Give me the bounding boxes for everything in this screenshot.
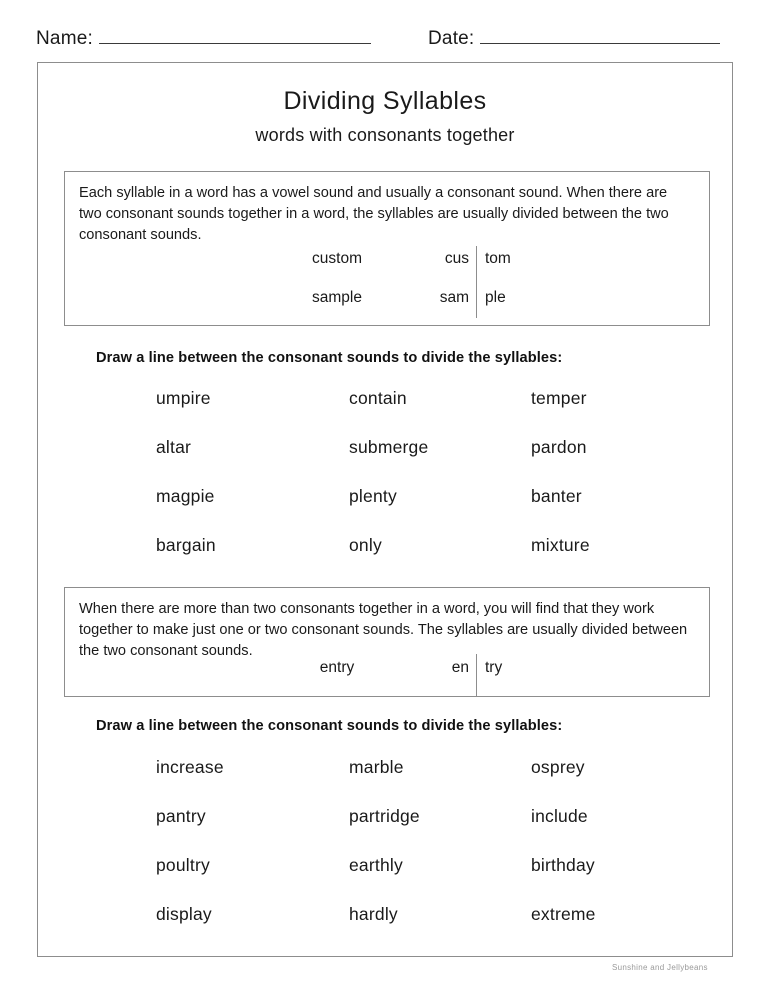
info-box-one-text: Each syllable in a word has a vowel sound and usually a consonant sound. When there are two consonant sounds together in a word, the syllables are usually divided between the two consonant sounds. xyxy=(79,185,669,243)
example-list-one xyxy=(65,250,709,328)
practice-word[interactable]: partridge xyxy=(349,806,420,826)
date-write-line[interactable] xyxy=(480,43,720,44)
name-label: Name: xyxy=(36,28,93,49)
word-row xyxy=(38,806,732,855)
practice-word[interactable]: umpire xyxy=(156,388,211,408)
practice-word[interactable]: marble xyxy=(349,757,404,777)
example-word: custom xyxy=(312,250,362,267)
practice-word[interactable]: osprey xyxy=(531,757,585,777)
word-row xyxy=(38,388,732,437)
practice-word[interactable]: pardon xyxy=(531,437,587,457)
footer-credit: Sunshine and Jellybeans xyxy=(612,963,708,972)
info-box-two xyxy=(64,587,710,697)
practice-word[interactable]: bargain xyxy=(156,535,216,555)
worksheet-frame xyxy=(37,62,733,957)
example-word: sample xyxy=(312,289,362,306)
word-row xyxy=(38,904,732,953)
name-field-group xyxy=(36,28,371,50)
practice-word[interactable]: temper xyxy=(531,388,587,408)
directions-one: Draw a line between the consonant sounds to divide the syllables: xyxy=(96,350,563,366)
practice-word[interactable]: magpie xyxy=(156,486,215,506)
practice-word[interactable]: display xyxy=(156,904,212,924)
example-syllable-first: sam xyxy=(439,289,469,306)
practice-word[interactable]: poultry xyxy=(156,855,210,875)
word-row xyxy=(38,486,732,535)
practice-word[interactable]: increase xyxy=(156,757,224,777)
example-syllable-second: try xyxy=(485,659,503,676)
practice-word[interactable]: plenty xyxy=(349,486,397,506)
practice-word[interactable]: pantry xyxy=(156,806,206,826)
example-list-two xyxy=(65,659,709,689)
word-grid-one xyxy=(38,388,732,584)
practice-word[interactable]: extreme xyxy=(531,904,596,924)
directions-two: Draw a line between the consonant sounds to divide the syllables: xyxy=(96,718,563,734)
practice-word[interactable]: birthday xyxy=(531,855,595,875)
page-subtitle: words with consonants together xyxy=(255,125,515,145)
example-syllable-first: en xyxy=(451,659,469,676)
example-row xyxy=(65,659,709,689)
practice-word[interactable]: mixture xyxy=(531,535,590,555)
practice-word[interactable]: submerge xyxy=(349,437,429,457)
word-grid-two xyxy=(38,757,732,953)
word-row xyxy=(38,535,732,584)
example-word: entry xyxy=(319,659,355,676)
word-row xyxy=(38,855,732,904)
example-syllable-second: tom xyxy=(485,250,511,267)
page-title: Dividing Syllables xyxy=(283,87,487,115)
practice-word[interactable]: banter xyxy=(531,486,582,506)
practice-word[interactable]: earthly xyxy=(349,855,403,875)
date-field-group xyxy=(428,28,720,50)
practice-word[interactable]: include xyxy=(531,806,588,826)
practice-word[interactable]: only xyxy=(349,535,382,555)
name-write-line[interactable] xyxy=(99,43,371,44)
practice-word[interactable]: altar xyxy=(156,437,192,457)
word-row xyxy=(38,437,732,486)
date-label: Date: xyxy=(428,28,475,49)
name-date-header xyxy=(0,28,768,58)
practice-word[interactable]: hardly xyxy=(349,904,398,924)
example-syllable-first: cus xyxy=(444,250,469,267)
example-row xyxy=(65,250,709,289)
practice-word[interactable]: contain xyxy=(349,388,407,408)
example-syllable-second: ple xyxy=(485,289,506,306)
info-box-one xyxy=(64,171,710,326)
word-row xyxy=(38,757,732,806)
info-box-two-text: When there are more than two consonants together in a word, you will find that they work together to make just one or two consonant sounds. The syllables are usually divided between the two consonant sounds. xyxy=(79,601,688,659)
example-row xyxy=(65,289,709,328)
